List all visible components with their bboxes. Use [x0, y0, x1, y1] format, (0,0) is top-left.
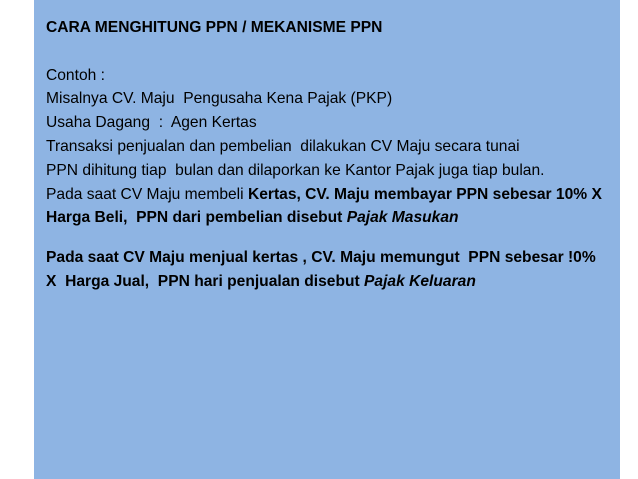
business-type: Usaha Dagang : Agen Kertas	[46, 114, 257, 132]
slide-background	[34, 0, 620, 479]
slide-content	[46, 16, 612, 294]
transaction-description: Transaksi penjualan dan pembelian dilakukan CV Maju secara tunai	[46, 137, 520, 155]
purchase-term: Pajak Masukan	[346, 209, 459, 227]
spacer	[46, 40, 612, 64]
purchase-bold-text: Kertas, CV. Maju membayar PPN sebesar 10% X Harga Beli, PPN dari pembelian disebut	[46, 185, 611, 227]
purchase-text: Pada saat CV Maju membeli	[46, 185, 248, 203]
sale-term: Pajak Keluaran	[364, 272, 476, 290]
sale-bold-text: Pada saat CV Maju menjual kertas , CV. Maju memungut PPN sebesar !0% X Harga Jual, PPN hari penjualan disebut	[46, 249, 605, 290]
company-description: Misalnya CV. Maju Pengusaha Kena Pajak (PKP)	[46, 90, 393, 108]
sale-paragraph	[46, 246, 612, 294]
reporting-description: PPN dihitung tiap bulan dan dilaporkan ke Kantor Pajak juga tiap bulan.	[46, 161, 545, 179]
slide-title: CARA MENGHITUNG PPN / MEKANISME PPN	[46, 19, 383, 36]
example-label: Contoh :	[46, 66, 105, 84]
spacer	[46, 230, 612, 246]
purchase-paragraph	[46, 183, 612, 231]
